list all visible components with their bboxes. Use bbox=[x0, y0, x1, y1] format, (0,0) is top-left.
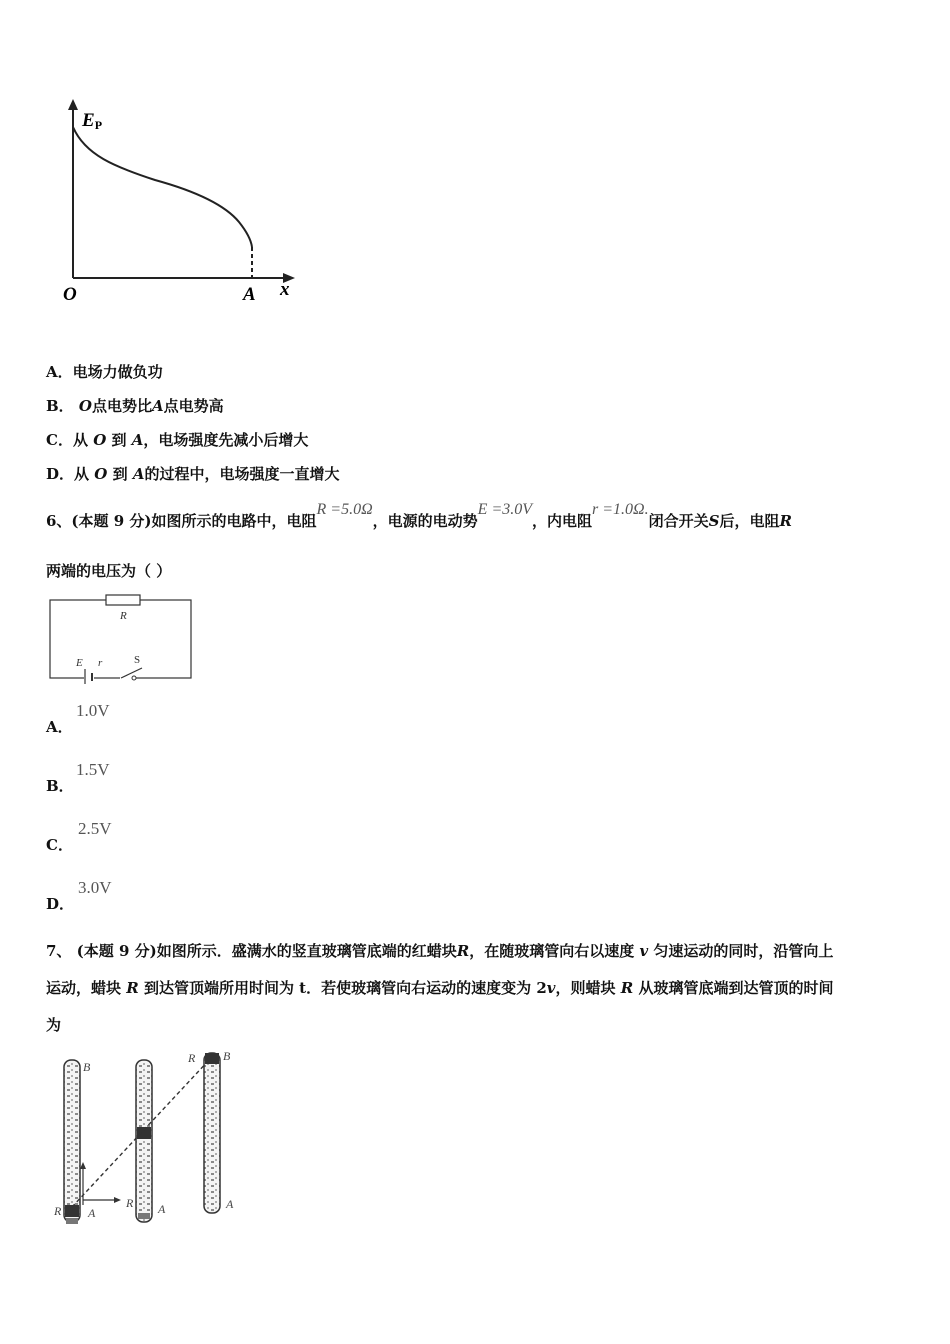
x-label: x bbox=[280, 279, 290, 300]
q5-option-c[interactable]: C．从 O 到 A，电场强度先减小后增大 bbox=[46, 431, 309, 449]
q7-stem-line3: 为 bbox=[46, 1016, 62, 1034]
emf-label: E bbox=[76, 657, 83, 669]
tube-left-r-label: R bbox=[54, 1204, 62, 1218]
q6-option-a[interactable]: A． bbox=[46, 718, 73, 736]
resistor-label: R bbox=[120, 610, 127, 622]
q6-option-d[interactable]: D． bbox=[46, 895, 75, 913]
q6-option-c[interactable]: C． bbox=[46, 836, 73, 854]
q5-option-a[interactable]: A．电场力做负功 bbox=[46, 363, 163, 381]
tube-left bbox=[64, 1060, 80, 1224]
rightward-arrow-head bbox=[114, 1197, 121, 1203]
upward-arrow-head bbox=[80, 1162, 86, 1169]
tube-right-top-label: B bbox=[223, 1049, 231, 1063]
q6-stem-line2: 两端的电压为（ ） bbox=[46, 562, 172, 580]
glass-tube-figure bbox=[50, 1045, 250, 1235]
tube-left-top-label: B bbox=[83, 1060, 91, 1074]
tube-right-bottom-label: A bbox=[226, 1197, 234, 1211]
a-label: A bbox=[243, 284, 256, 305]
q6-stem-line1: 6、(本题 9 分)如图所示的电路中，电阻R =5.0Ω，电源的电动势E =3.0V，内电阻r =1.0Ω.闭合开关S后，电阻R bbox=[46, 501, 792, 530]
switch-pivot bbox=[132, 676, 136, 680]
tube-left-bottom-label: A bbox=[88, 1206, 96, 1220]
resistor-r bbox=[106, 595, 140, 605]
tube-right-r-label: R bbox=[188, 1051, 196, 1065]
tube-middle bbox=[136, 1060, 152, 1222]
origin-label: O bbox=[63, 284, 77, 305]
q5-option-d[interactable]: D．从 O 到 A的过程中，电场强度一直增大 bbox=[46, 465, 340, 483]
tube-middle-bottom-label: A bbox=[158, 1202, 166, 1216]
y-label-sub: P bbox=[94, 118, 103, 132]
tube-middle-r-label: R bbox=[126, 1196, 134, 1210]
circuit-diagram bbox=[44, 592, 199, 684]
potential-energy-graph bbox=[55, 95, 305, 310]
internal-resistance-label: r bbox=[98, 657, 103, 669]
q6-option-b[interactable]: B． bbox=[46, 777, 74, 795]
q6-emf-formula: E =3.0V bbox=[477, 501, 533, 518]
y-axis-arrow bbox=[68, 99, 78, 110]
q5-option-b[interactable]: B． O点电势比A点电势高 bbox=[46, 397, 224, 415]
q7-stem-line2: 运动，蜡块 R 到达管顶端所用时间为 t．若使玻璃管向右运动的速度变为 2v，则蜡块 R 从玻璃管底端到达管顶的时间 bbox=[46, 979, 834, 997]
tube-right bbox=[204, 1053, 220, 1213]
q7-stem-line1: 7、 (本题 9 分)如图所示．盛满水的竖直玻璃管底端的红蜡块R，在随玻璃管向右以速度 v 匀速运动的同时，沿管向上 bbox=[46, 942, 834, 960]
q6-internal-resistance-formula: r =1.0Ω. bbox=[592, 501, 649, 518]
y-label: EP bbox=[82, 110, 103, 132]
q6-option-a-value: 1.0V bbox=[76, 701, 110, 720]
switch-label: S bbox=[134, 654, 141, 666]
ep-curve bbox=[73, 127, 252, 247]
q6-option-c-value: 2.5V bbox=[78, 819, 112, 838]
q6-option-d-value: 3.0V bbox=[78, 878, 112, 897]
q6-option-b-value: 1.5V bbox=[76, 760, 110, 779]
q6-resistance-formula: R =5.0Ω bbox=[316, 501, 373, 518]
